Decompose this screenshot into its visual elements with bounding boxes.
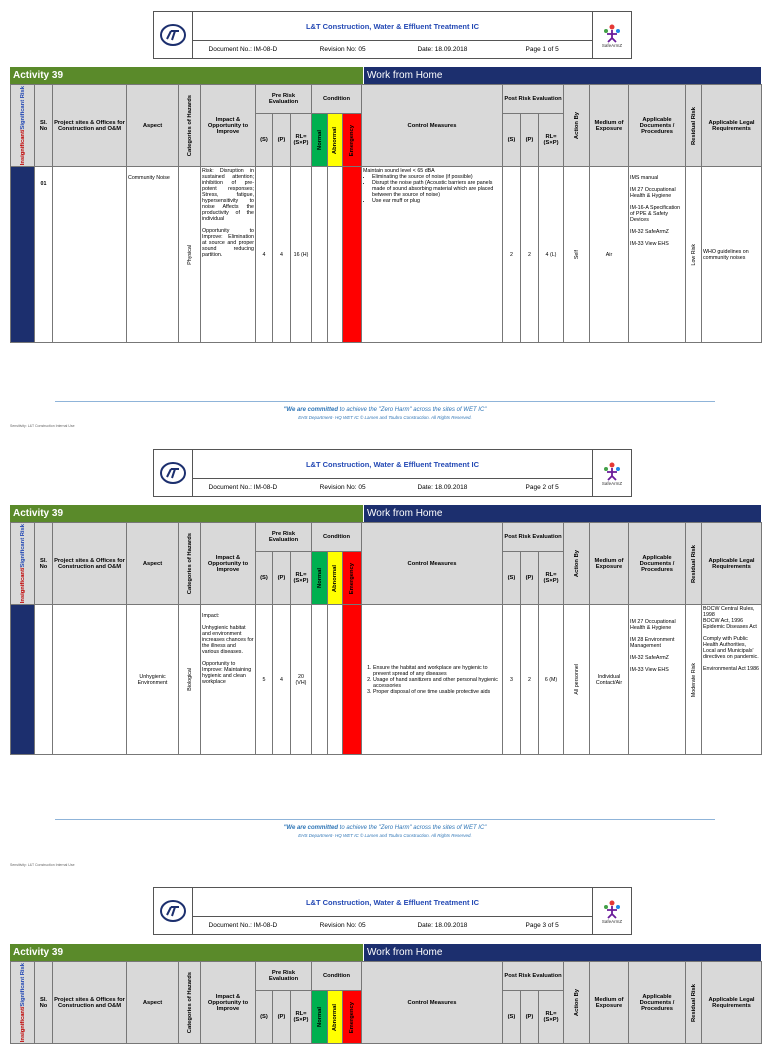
footer: "We are committed to achieve the "Zero Harm" across the sites of WET IC" EHS Department- HQ WET IC © Larsen and Toubro Construction. All Rights Reserved.	[55, 819, 715, 838]
safearmz-logo: SafeArmZ	[592, 12, 631, 58]
revision: Revision No: 05	[319, 922, 366, 929]
col-control: Control Measures	[362, 85, 503, 167]
doc-title: L&T Construction, Water & Effluent Treatment IC	[193, 450, 592, 479]
activity-label: Activity 39	[10, 944, 363, 961]
risk-table: Insignificant/Significant Risk Sl. No Project sites & Offices for Construction and O&M Aspect Categories of Hazards Impact & Opportunity to Improve Pre Risk Evaluation Condition Control Measures Post Risk Evaluation Action By Medium of Exposure Applicable Documents / Procedures Residual Risk Applicable Legal Requirements (S) (P) RL= (S×P) Normal Abnormal Emergency (S) (P) RL= (S×P) Unhygienic Environment Biological Impact: Unhygienic habitat and environment increases chances for the illness and various diseases. Opportunity to Improve: Maintaining hygienic and clean workplace 5 4 20 (VH) 1. Ensure the habitat and workplace are hygienic to prevent spread of any diseases 2. Usage of hand sanitizers and other personal hygienic accessories 3. Proper disposal of one time usable protective aids 3 2 6 (M) All personnel Individual Contact/Air IM 27 Occupational Health & Hygiene IM 28 Environment Management IM-32 SafeArmZ IM-33 View EHS Moderate Risk BOCW Central Rules, 1998 BOCW Act, 1996 Epidemic Diseases Act Comply with Public Health Authorities, Local and Municipals' directives on pandemic. Environmental Act 1986	[10, 522, 762, 755]
work-label: Work from Home	[364, 505, 761, 522]
page-number: Page 3 of 5	[525, 922, 559, 929]
work-label: Work from Home	[364, 944, 761, 961]
activity-band	[10, 505, 761, 522]
col-aspect: Aspect	[127, 85, 179, 167]
col-sl: Sl. No	[35, 85, 53, 167]
col-medium: Medium of Exposure	[590, 85, 629, 167]
doc-number: Document No.: IM-08-D	[208, 46, 278, 53]
col-post-risk: Post Risk Evaluation	[503, 85, 564, 114]
col-docs: Applicable Documents / Procedures	[629, 85, 686, 167]
col-emergency: Emergency	[343, 114, 362, 167]
safearmz-logo: SafeArmZ	[592, 450, 631, 496]
col-condition: Condition	[312, 85, 362, 114]
col-legal: Applicable Legal Requirements	[702, 85, 762, 167]
col-categories: Categories of Hazards	[179, 85, 201, 167]
sensitivity-label: Sensitivity: L&T Construction Internal Use	[10, 424, 75, 428]
revision: Revision No: 05	[319, 484, 366, 491]
col-p: (P)	[273, 114, 291, 167]
activity-band	[10, 67, 761, 84]
revision: Revision No: 05	[319, 46, 366, 53]
doc-date: Date: 18.09.2018	[417, 484, 468, 491]
activity-label: Activity 39	[10, 505, 363, 522]
lt-logo	[154, 12, 193, 58]
row-aspect: Community Noise	[127, 167, 179, 343]
doc-date: Date: 18.09.2018	[417, 922, 468, 929]
col-sites: Project sites & Offices for Construction and O&M	[53, 85, 127, 167]
col-post-p: (P)	[521, 114, 539, 167]
doc-title: L&T Construction, Water & Effluent Treatment IC	[193, 888, 592, 917]
footer: "We are committed to achieve the "Zero Harm" across the sites of WET IC" EHS Department- HQ WET IC © Larsen and Toubro Construction. All Rights Reserved.	[55, 401, 715, 420]
page-number: Page 2 of 5	[525, 484, 559, 491]
col-normal: Normal	[312, 114, 328, 167]
safearmz-logo: SafeArmZ	[592, 888, 631, 934]
col-residual: Residual Risk	[686, 85, 702, 167]
activity-band	[10, 944, 761, 961]
lt-logo	[154, 450, 193, 496]
col-pre-risk: Pre Risk Evaluation	[256, 85, 312, 114]
col-s: (S)	[256, 114, 273, 167]
col-post-s: (S)	[503, 114, 521, 167]
doc-header	[153, 887, 632, 935]
risk-table	[10, 84, 762, 343]
doc-date: Date: 18.09.2018	[417, 46, 468, 53]
doc-number: Document No.: IM-08-D	[208, 922, 278, 929]
col-significance: Insignificant/Significant Risk	[11, 85, 35, 167]
row-sl: 01	[35, 167, 53, 343]
col-post-rl: RL= (S×P)	[539, 114, 564, 167]
col-abnormal: Abnormal	[328, 114, 343, 167]
page-number: Page 1 of 5	[525, 46, 559, 53]
doc-number: Document No.: IM-08-D	[208, 484, 278, 491]
col-action-by: Action By	[564, 85, 590, 167]
lt-logo	[154, 888, 193, 934]
col-rl: RL= (S×P)	[291, 114, 312, 167]
doc-header	[153, 449, 632, 497]
control-list: • Eliminating the source of noise (if possible) • Disrupt the noise path (Acoustic barriers are panels made of sound absorbing material which are placed between the source of noise) • Use ear muff or plug	[363, 174, 501, 204]
table-row: Unhygienic Environment Biological Impact: Unhygienic habitat and environment increases chances for the illness and various diseases. Opportunity to Improve: Maintaining hygienic and clean workplace 5 4 20 (VH) 1. Ensure the habitat and workplace are hygienic to prevent spread of any diseases 2. Usage of hand sanitizers and other personal hygienic accessories 3. Proper disposal of one time usable protective aids 3 2 6 (M) All personnel Individual Contact/Air IM 27 Occupational Health & Hygiene IM 28 Environment Management IM-32 SafeArmZ IM-33 View EHS Moderate Risk BOCW Central Rules, 1998 BOCW Act, 1996 Epidemic Diseases Act Comply with Public Health Authorities, Local and Municipals' directives on pandemic. Environmental Act 1986	[11, 605, 762, 755]
work-label: Work from Home	[364, 67, 761, 84]
control-head: Maintain sound level < 65 dBA	[363, 168, 435, 175]
risk-table: Insignificant/Significant Risk Sl. No Project sites & Offices for Construction and O&M Aspect Categories of Hazards Impact & Opportunity to Improve Pre Risk Evaluation Condition Control Measures Post Risk Evaluation Action By Medium of Exposure Applicable Documents / Procedures Residual Risk Applicable Legal Requirements (S) (P) RL= (S×P) Normal Abnormal Emergency (S) (P) RL= (S×P)	[10, 961, 762, 1044]
sensitivity-label: Sensitivity: L&T Construction Internal Use	[10, 863, 75, 867]
table-row: 01 Community Noise Physical Risk: Disruption in sustained attention; inhibition of pre-potent responses; Stress, fatigue, hypersensitivity to noise Affects the productivity of the individual Opportunity to Improve: Elimination at source and proper sound reducing partition. 4 4 16 (H) Maintain sound level < 65 dBA • Eliminating the source of noise (if possible) • Disrupt the noise path (Acoustic barriers are panels made of sound absorbing material which are placed between the source of noise) • Use ear muff or plug 2 2 4 (L) Self Air IMS manual IM 27 Occupational Health & Hygiene IM-16-A Specification of PPE & Safety Devices IM-32 SafeArmZ IM-33 View EHS Low Risk WHO guidelines on community noises	[11, 167, 762, 343]
col-impact: Impact & Opportunity to Improve	[201, 85, 256, 167]
doc-header	[153, 11, 632, 59]
activity-label: Activity 39	[10, 67, 363, 84]
doc-title: L&T Construction, Water & Effluent Treatment IC	[193, 12, 592, 41]
control-list: 1. Ensure the habitat and workplace are hygienic to prevent spread of any diseases 2. Usage of hand sanitizers and other personal hygienic accessories 3. Proper disposal of one time usable protective aids	[363, 665, 501, 695]
